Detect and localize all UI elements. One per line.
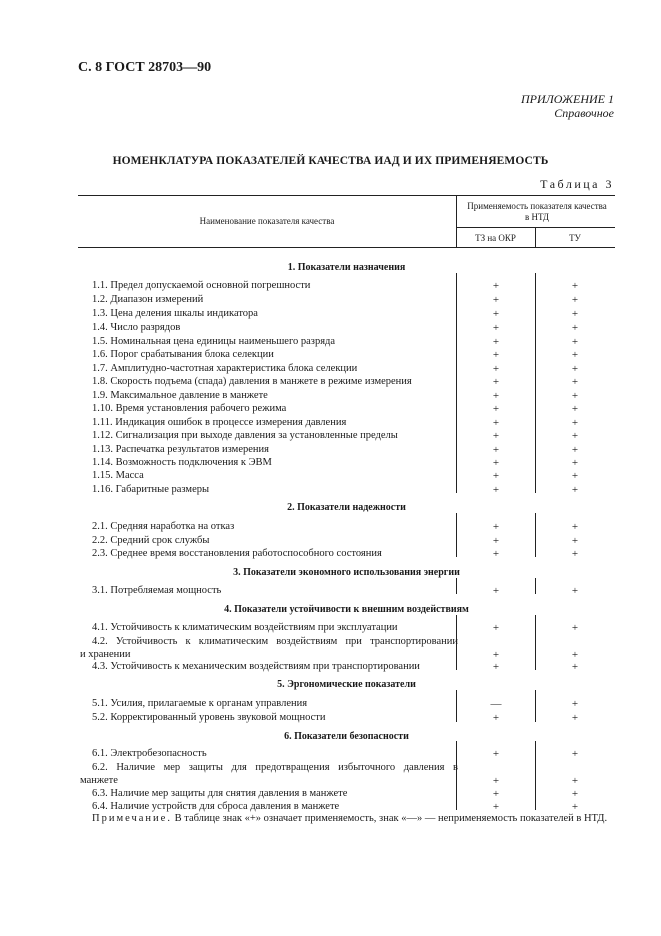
applicability-mark-tu: + [571, 521, 579, 533]
column-divider [456, 513, 457, 557]
indicator-text: Средний срок службы [110, 535, 210, 546]
indicator-name [92, 430, 398, 441]
indicator-number: 1.13. [92, 444, 113, 455]
indicator-text: Порог срабатывания блока селекции [110, 349, 274, 360]
indicator-text: Потребляемая мощность [110, 585, 222, 596]
indicator-number: 6.3. [92, 788, 108, 799]
column-divider [456, 273, 457, 493]
column-header-name: Наименование показателя качества [199, 216, 335, 226]
section-heading: 5. Эргономические показатели [277, 679, 416, 690]
applicability-mark-tu: + [571, 376, 579, 388]
indicator-number: 1.7. [92, 363, 108, 374]
applicability-mark-tu: + [571, 548, 579, 560]
indicator-name [92, 444, 269, 455]
indicator-number: 1.12. [92, 430, 113, 441]
indicator-name [92, 484, 209, 495]
indicator-text: Наличие устройств для сброса давления в манжете [110, 801, 340, 812]
applicability-mark-tu: + [571, 748, 579, 760]
applicability-mark-tz: + [492, 748, 500, 760]
indicator-number: 4.2. [92, 636, 108, 647]
applicability-mark-tu: + [571, 775, 579, 787]
column-divider [456, 741, 457, 810]
indicator-number: 3.1. [92, 585, 108, 596]
indicator-number: 2.1. [92, 521, 108, 532]
indicator-name [92, 585, 221, 596]
indicator-number: 6.1. [92, 748, 108, 759]
indicator-text: Амплитудно-частотная характеристика блока селекции [110, 363, 358, 374]
column-divider [535, 690, 536, 722]
applicability-mark-tz: + [492, 403, 500, 415]
indicator-number: 6.2. [92, 762, 108, 773]
applicability-mark-tz: + [492, 363, 500, 375]
applicability-mark-tu: + [571, 649, 579, 661]
indicator-text: Предел допускаемой основной погрешности [110, 280, 311, 291]
indicator-name [92, 712, 325, 723]
indicator-number: 6.4. [92, 801, 108, 812]
applicability-mark-tu: + [571, 698, 579, 710]
indicator-text: Номинальная цена единицы наименьшего разряда [110, 336, 336, 347]
applicability-mark-tu: + [571, 470, 579, 482]
indicator-name [92, 535, 209, 546]
applicability-mark-tz: + [492, 585, 500, 597]
indicator-number: 1.15. [92, 470, 113, 481]
table-label: Таблица 3 [540, 177, 614, 191]
applicability-mark-tu: + [571, 336, 579, 348]
applicability-mark-tu: + [571, 363, 579, 375]
applicability-mark-tz: + [492, 788, 500, 800]
applicability-mark-tu: + [571, 712, 579, 724]
document-title: НОМЕНКЛАТУРА ПОКАЗАТЕЛЕЙ КАЧЕСТВА ИАД И ИХ ПРИМЕНЯЕМОСТЬ [112, 155, 549, 167]
applicability-mark-tu: + [571, 322, 579, 334]
applicability-mark-tu: + [571, 308, 579, 320]
indicator-number: 1.8. [92, 376, 108, 387]
indicator-name [92, 403, 286, 414]
table-top-rule [78, 195, 615, 196]
column-divider [535, 741, 536, 810]
section-heading: 6. Показатели безопасности [284, 731, 409, 742]
applicability-mark-tz: + [492, 712, 500, 724]
applicability-mark-tz: + [492, 376, 500, 388]
indicator-name [92, 457, 272, 468]
applicability-mark-tz: + [492, 417, 500, 429]
applicability-mark-tz: + [492, 457, 500, 469]
applicability-mark-tz: + [492, 470, 500, 482]
applicability-mark-tu: + [571, 390, 579, 402]
applicability-mark-tu: + [571, 622, 579, 634]
indicator-name [92, 636, 458, 647]
column-header-tz: ТЗ на ОКР [475, 233, 516, 243]
indicator-name [92, 417, 346, 428]
indicator-name [92, 322, 180, 333]
indicator-number: 4.1. [92, 622, 108, 633]
indicator-name [92, 294, 203, 305]
applicability-mark-tz: + [492, 661, 500, 673]
applicability-mark-tz: + [492, 349, 500, 361]
indicator-text: Сигнализация при выходе давления за установленные пределы [115, 430, 398, 441]
indicator-name [92, 336, 335, 347]
indicator-text: Корректированный уровень звуковой мощности [110, 712, 326, 723]
applicability-mark-tz: + [492, 280, 500, 292]
section-heading: 3. Показатели экономного использования энергии [233, 567, 460, 578]
column-divider [535, 615, 536, 670]
indicator-text: Скорость подъема (спада) давления в манжете в режиме измерения [110, 376, 412, 387]
column-divider [456, 690, 457, 722]
applicability-mark-tu: + [571, 788, 579, 800]
indicator-text: Число разрядов [110, 322, 181, 333]
table-note [78, 812, 615, 826]
indicator-text: Средняя наработка на отказ [110, 521, 235, 532]
indicator-name [92, 548, 382, 559]
indicator-text: Электробезопасность [110, 748, 207, 759]
indicator-text: Усилия, прилагаемые к органам управления [110, 698, 308, 709]
indicator-number: 1.14. [92, 457, 113, 468]
indicator-name [92, 521, 234, 532]
applicability-mark-tz: + [492, 294, 500, 306]
applicability-mark-tz: + [492, 548, 500, 560]
indicator-text: Возможность подключения к ЭВМ [115, 457, 272, 468]
page-header: С. 8 ГОСТ 28703—90 [78, 60, 212, 75]
indicator-name [92, 698, 307, 709]
indicator-text: Наличие мер защиты для предотвращения избыточного давления в [116, 762, 458, 773]
indicator-name [92, 748, 207, 759]
indicator-name [92, 308, 258, 319]
applicability-mark-tu: + [571, 535, 579, 547]
applicability-mark-tu: + [571, 294, 579, 306]
indicator-number: 1.5. [92, 336, 108, 347]
indicator-number: 5.2. [92, 712, 108, 723]
indicator-number: 2.2. [92, 535, 108, 546]
appendix-subtitle: Справочное [554, 106, 614, 120]
applicability-mark-tu: + [571, 403, 579, 415]
indicator-name [92, 762, 458, 773]
applicability-mark-tu: + [571, 661, 579, 673]
applicability-mark-tu: + [571, 349, 579, 361]
indicator-text: Габаритные размеры [115, 484, 210, 495]
indicator-number: 4.3. [92, 661, 108, 672]
applicability-mark-tu: + [571, 280, 579, 292]
applicability-mark-tz: + [492, 535, 500, 547]
note-label: Примечание. [92, 813, 172, 824]
indicator-name [92, 788, 347, 799]
indicator-name [92, 470, 144, 481]
applicability-mark-tz: + [492, 622, 500, 634]
applicability-mark-tu: + [571, 457, 579, 469]
indicator-text: Среднее время восстановления работоспособного состояния [110, 548, 382, 559]
indicator-text: Максимальное давление в манжете [110, 390, 268, 401]
indicator-number: 1.6. [92, 349, 108, 360]
indicator-number: 1.16. [92, 484, 113, 495]
indicator-number: 1.3. [92, 308, 108, 319]
indicator-text: Устойчивость к климатическим воздействиям при эксплуатации [110, 622, 398, 633]
applicability-mark-tz: + [492, 430, 500, 442]
applicability-mark-tz: + [492, 444, 500, 456]
applicability-mark-tz: + [492, 390, 500, 402]
applicability-mark-tu: + [571, 585, 579, 597]
indicator-name-continuation: и хранении [80, 649, 131, 660]
applicability-mark-tu: + [571, 417, 579, 429]
applicability-mark-tz: — [490, 698, 502, 710]
indicator-number: 1.2. [92, 294, 108, 305]
applicability-mark-tu: + [571, 430, 579, 442]
indicator-text: Цена деления шкалы индикатора [110, 308, 258, 319]
indicator-number: 5.1. [92, 698, 108, 709]
indicator-name [92, 363, 357, 374]
applicability-mark-tz: + [492, 649, 500, 661]
applicability-mark-tz: + [492, 484, 500, 496]
indicator-name [92, 801, 339, 812]
applicability-mark-tz: + [492, 801, 500, 813]
indicator-name [92, 622, 398, 633]
indicator-name [92, 280, 310, 291]
column-header-applicability: Применяемость показателя качества в НТД [467, 201, 607, 222]
applicability-mark-tu: + [571, 444, 579, 456]
indicator-text: Время установления рабочего режима [115, 403, 287, 414]
applicability-mark-tz: + [492, 336, 500, 348]
indicator-text: Распечатка результатов измерения [115, 444, 269, 455]
indicator-number: 2.3. [92, 548, 108, 559]
indicator-number: 1.11. [92, 417, 113, 428]
column-divider [535, 513, 536, 557]
indicator-text: Индикация ошибок в процессе измерения давления [115, 417, 347, 428]
indicator-name [92, 349, 274, 360]
indicator-number: 1.1. [92, 280, 108, 291]
indicator-number: 1.4. [92, 322, 108, 333]
indicator-name [92, 661, 420, 672]
section-heading: 2. Показатели надежности [287, 502, 406, 513]
applicability-mark-tz: + [492, 322, 500, 334]
indicator-text: Устойчивость к климатическим воздействиям при транспортировании [115, 636, 459, 647]
indicator-number: 1.10. [92, 403, 113, 414]
indicator-text: Устойчивость к механическим воздействиям при транспортировании [110, 661, 420, 672]
indicator-name-continuation: манжете [80, 775, 118, 786]
section-heading: 1. Показатели назначения [287, 262, 406, 273]
indicator-text: Наличие мер защиты для снятия давления в манжете [110, 788, 348, 799]
column-divider [535, 273, 536, 493]
table-header-rule [78, 247, 615, 248]
applicability-mark-tu: + [571, 801, 579, 813]
applicability-mark-tz: + [492, 308, 500, 320]
applicability-mark-tz: + [492, 521, 500, 533]
indicator-text: Диапазон измерений [110, 294, 204, 305]
column-divider [535, 578, 536, 594]
applicability-mark-tu: + [571, 484, 579, 496]
indicator-name [92, 376, 412, 387]
applicability-mark-tz: + [492, 775, 500, 787]
column-header-tu: ТУ [569, 233, 581, 243]
column-divider [456, 578, 457, 594]
indicator-text: Масса [115, 470, 144, 481]
note-text: В таблице знак «+» означает применяемость, знак «—» — неприменяемость показателей в НТД. [174, 813, 608, 824]
indicator-number: 1.9. [92, 390, 108, 401]
appendix-label [521, 92, 614, 120]
indicator-name [92, 390, 268, 401]
section-heading: 4. Показатели устойчивости к внешним воздействиям [224, 604, 469, 615]
appendix-title: ПРИЛОЖЕНИЕ 1 [521, 92, 614, 106]
